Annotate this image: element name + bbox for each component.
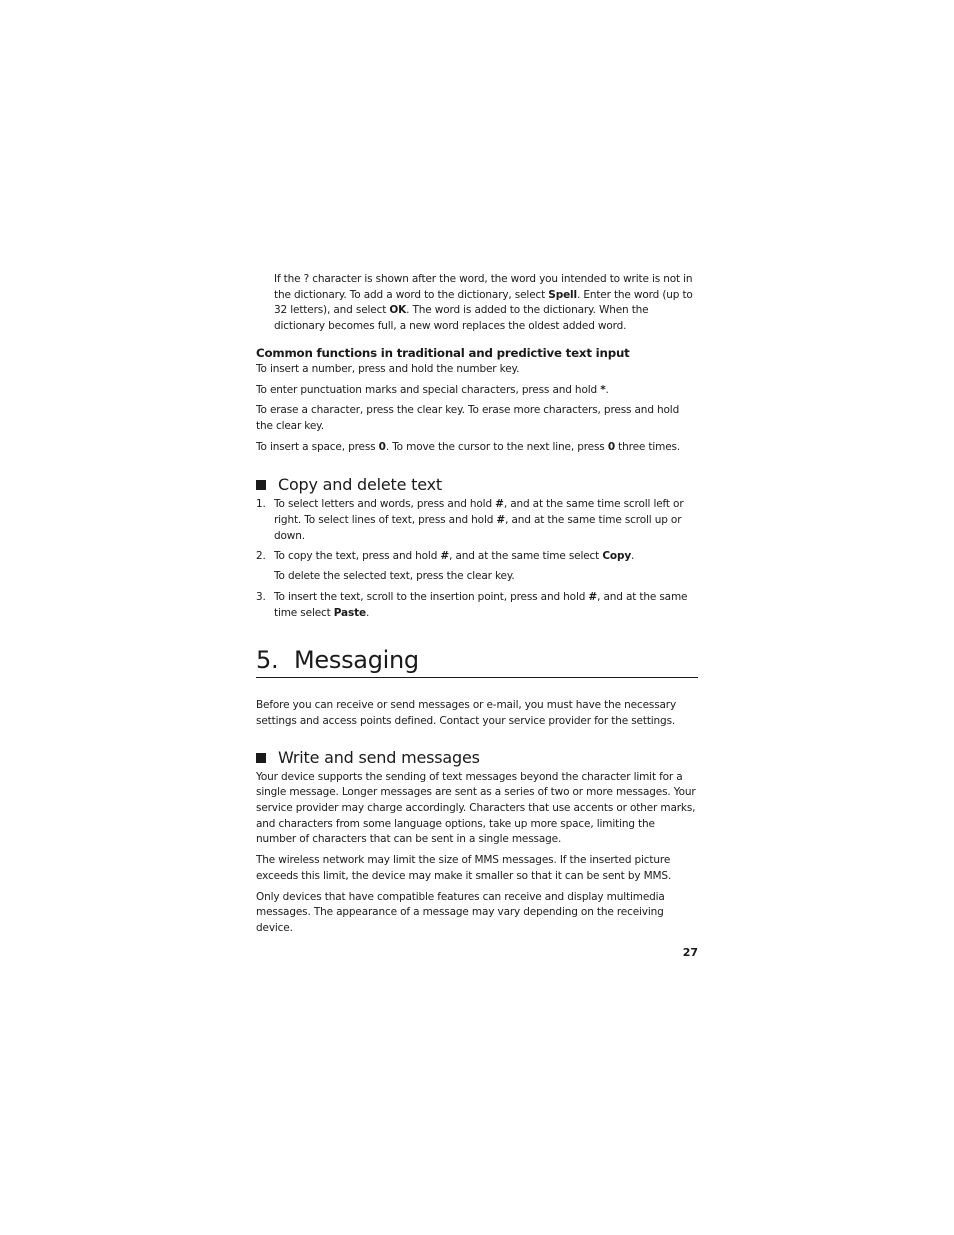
write-paragraph-1: Your device supports the sending of text messages beyond the character limit for a single message. Longer messages are sent as a series of two or more messages. Your service provider may charge accordingly. Characters that use accents or other marks, and characters from some language options, take up more space, limiting the number of characters that can be sent in a single message. (256, 770, 696, 846)
square-bullet-icon (256, 753, 266, 763)
dictionary-text-1: If the ? character is shown after the word, the word you intended to write is not in the dictionary. To add a word to the dictionary, select (274, 273, 693, 301)
step-body (274, 549, 698, 584)
delete-note: To delete the selected text, press the clear key. (274, 570, 515, 583)
star-key: * (600, 383, 606, 396)
punctuation-tip (256, 383, 698, 399)
step-number: 3. (256, 590, 266, 603)
page-number: 27 (682, 946, 698, 959)
write-send-heading (256, 748, 698, 768)
ok-command: OK (389, 304, 407, 317)
square-bullet-icon (256, 480, 266, 490)
copy-step-1 (256, 497, 698, 544)
chapter-heading (256, 645, 698, 678)
zero-key: 0 (378, 440, 386, 453)
step-text: , and at the same time select (449, 550, 603, 563)
space-text-3: three times. (614, 440, 681, 453)
space-text-1: To insert a space, press (256, 440, 379, 453)
copy-steps-list (256, 497, 698, 621)
space-tip (256, 440, 698, 456)
write-paragraph-3: Only devices that have compatible features can receive and display multimedia messages. The appearance of a message may vary depending on the receiving device. (256, 890, 665, 934)
hash-key: # (588, 590, 598, 603)
hash-key: # (440, 550, 450, 563)
chapter-number: 5. (256, 646, 279, 675)
punctuation-text: To enter punctuation marks and special characters, press and hold (256, 383, 601, 396)
paste-command: Paste (333, 606, 366, 619)
step-number: 2. (256, 550, 266, 563)
space-text-2: . To move the cursor to the next line, press (385, 440, 608, 453)
hash-key: # (496, 514, 506, 527)
dictionary-paragraph (256, 272, 698, 335)
step-text: . (631, 550, 635, 563)
number-tip: To insert a number, press and hold the number key. (256, 362, 520, 375)
step-text: , and at the same time select (274, 590, 688, 619)
step-text: , and at the same time scroll left or right. To select lines of text, press and hold (274, 498, 684, 527)
zero-key-2: 0 (607, 440, 615, 453)
dictionary-text-3: . The word is added to the dictionary. When the dictionary becomes full, a new word replaces the oldest added word. (274, 304, 649, 333)
chapter-title: Messaging (294, 646, 419, 675)
step-text: To insert the text, scroll to the insertion point, press and hold (274, 590, 589, 603)
copy-delete-heading (256, 475, 698, 495)
copy-delete-title: Copy and delete text (278, 475, 442, 495)
step-number: 1. (256, 498, 266, 511)
copy-step-2 (256, 549, 698, 584)
step-body (274, 590, 698, 621)
copy-step-3 (256, 590, 698, 621)
step-text: To copy the text, press and hold (274, 550, 441, 563)
step-text: , and at the same time scroll up or down. (274, 514, 682, 542)
write-paragraph-2: The wireless network may limit the size of MMS messages. If the inserted picture exceeds this limit, the device may make it smaller so that it can be sent by MMS. (256, 854, 672, 882)
spell-command: Spell (548, 288, 577, 301)
hash-key: # (495, 498, 504, 511)
punctuation-end: . (605, 383, 609, 396)
copy-command: Copy (602, 550, 632, 563)
page-content (256, 272, 698, 942)
erase-tip: To erase a character, press the clear key. To erase more characters, press and hold the clear key. (256, 404, 680, 432)
write-send-title: Write and send messages (278, 747, 480, 767)
step-text: To select letters and words, press and hold (274, 498, 496, 511)
step-body (274, 497, 698, 544)
common-functions-heading: Common functions in traditional and predictive text input (256, 345, 630, 360)
messaging-intro: Before you can receive or send messages or e-mail, you must have the necessary settings and access points defined. Contact your service provider for the settings. (256, 699, 677, 727)
dictionary-text-2: . Enter the word (up to 32 letters), and select (274, 288, 693, 317)
step-text: . (365, 606, 370, 619)
